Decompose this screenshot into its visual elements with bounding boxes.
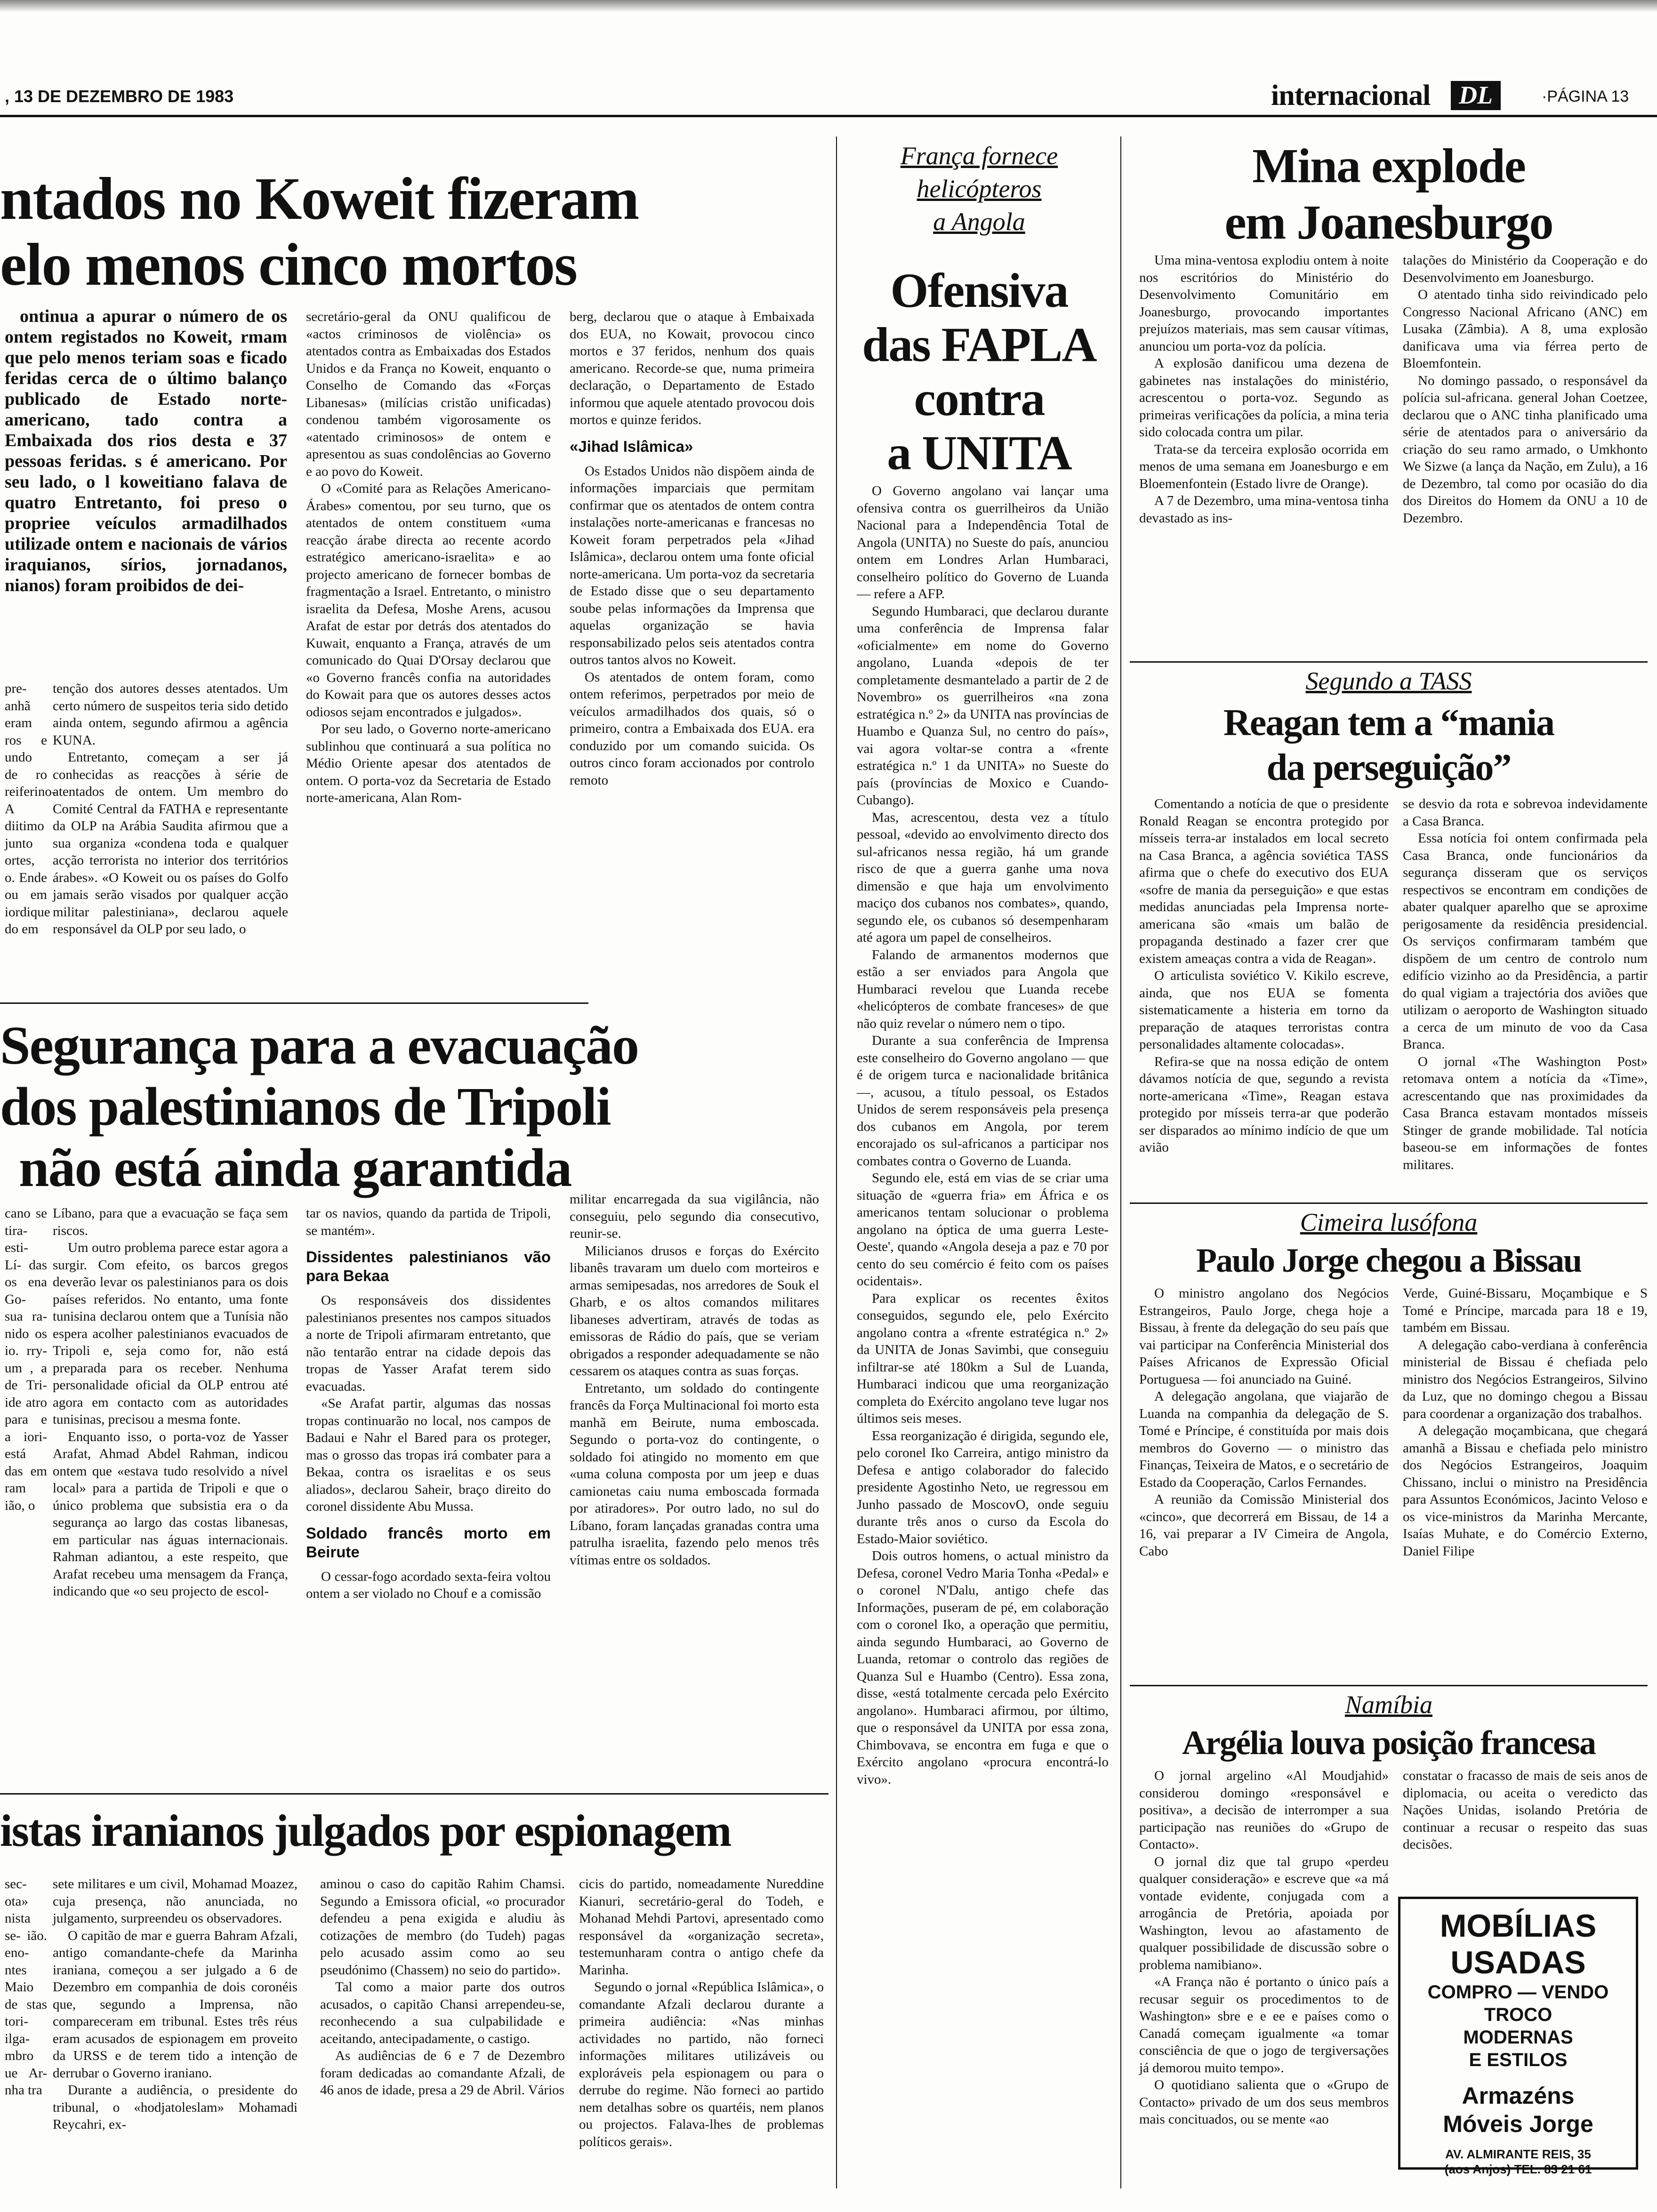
mina-headline-1: Mina explode [1252, 139, 1525, 193]
mina-col2 [1403, 252, 1648, 657]
bissau-col1-p1: O ministro angolano dos Negócios Estrangeiros, Paulo Jorge, chega hoje a Bissau, à frente da delegação do seu país que vai participar na Conferência Ministerial dos Países Africanos de Expressão Oficial Portuguesa — foi anunciado na Guiné. [1139, 1286, 1389, 1387]
reagan-headline-2: da perseguição” [1266, 747, 1511, 788]
namibia-headline: Argélia louva posição francesa [1182, 1724, 1595, 1762]
bissau-kicker: Cimeira lusófona [1300, 1208, 1478, 1236]
reagan-headline-1: Reagan tem a “mania [1223, 702, 1554, 744]
iran-col0 [5, 1875, 47, 2196]
reagan-col2-p2: Essa notícia foi ontem confirmada pela Casa Branca, onde funcionários da segurança disseram que os serviços respectivos se encontram em condições de abater qualquer aparelho que se aproxime perigosamente da residência presidencial. Os serviços confirmaram também que dispõem de um centro de controlo num edifício vizinho ao da Presidência, a partir do qual vigiam a trajectória dos aviões que utilizam o aeroporto de Washington situado a cerca de um minuto de voo da Casa Branca. [1403, 831, 1648, 1052]
mina-bottom-rule [1130, 661, 1648, 663]
angola-p1: O Governo angolano vai lançar uma ofensiva contra os guerrilheiros da União Nacional para a Independência Total de Angola (UNITA) no Sueste do país, anunciou ontem em Londres Arlan Humbaraci, conselheiro político do Governo de Luanda — refere a AFP. [857, 483, 1109, 601]
tripoli-col3-p1: militar encarregada da sua vigilância, não conseguiu, pelo segundo dia consecutivo, reunir-se. [570, 1192, 819, 1241]
iran-col2 [320, 1875, 565, 2196]
bissau-col1-p2: A delegação angolana, que viajarão de Luanda na companhia da delegação de S. Tomé e Príncipe, é constituída por mais dois membros do Governo — o ministro das Finanças, Teixeira de Matos, e o secretário de Estado da Cooperação, Carlos Fernandes. [1139, 1389, 1389, 1490]
iran-col2-p3: As audiências de 6 e 7 de Dezembro foram dedicadas ao comandante Afzali, de 46 anos de idade, presa a 29 de Abril. Vários [320, 2048, 565, 2098]
angola-p8: Essa reorganização é dirigida, segundo ele, pelo coronel Iko Carreira, antigo ministro da Defesa e antigo colaborador do falecido presidente Agostinho Neto, ue regressou em Junho passado de MoscovO, onde seguiu durante três anos o curso da Escola do Estado-Maior soviético. [857, 1428, 1109, 1547]
mina-col2-p2: O atentado tinha sido reivindicado pelo Congresso Nacional Africano (ANC) em Lusaka (Zâmbia). A 8, uma explosão danificava uma via férrea perto de Bloemfontein. [1403, 287, 1648, 371]
koweit-col3-p2: Os Estados Unidos não dispõem ainda de informações imparciais que permitam confirmar que os atentados de ontem contra instalações norte-americanas e francesas no Koweit foram perpetrados pela «Jihad Islâmica», declarou ontem uma fonte oficial norte-americana. Um porta-voz da secretaria de Estado disse que o seu departamento soube pelas informações da Imprensa que aquelas organização se havia responsabilizado pelos seis atentados contra outros tantos alvos no Koweit. [570, 463, 814, 667]
tripoli-col2-p2: Os responsáveis dos dissidentes palestinianos presentes nos campos situados a norte de Tripoli afirmaram entretanto, que não tentarão entrar na cidade depois das tropas de Yasser Arafat terem sido evacuadas. [306, 1293, 551, 1394]
koweit-col2-p2: O «Comité para as Relações Americano-Árabes» comentou, por seu turno, que os atentados de ontem constituem «uma reacção árabe directa ao recente acordo estratégico americano-israelita» e ao projecto americano de fornecer bombas de fragmentação a Israel. Entretanto, o ministro israelita da Defesa, Moshe Arens, acusou Arafat de estar por detrás dos atentados do Kuwait, enquanto a França, através de um comunicado do Quai D'Orsay declarou que «o Governo francês confia na autoridades do Kowait para que os autores desses actos odiosos sejam encontrados e julgados». [306, 481, 551, 720]
tripoli-col2-p4: O cessar-fogo acordado sexta-feira voltou ontem a ser violado no Chouf e a comissão [306, 1569, 551, 1601]
reagan-col1-p3: Refira-se que na nossa edição de ontem dávamos notícia de que, segundo a revista norte-americana «Time», Reagan estava protegido por mísseis terra-ar que poderão ser disparados ao mínimo indício de que um avião [1139, 1054, 1389, 1155]
ad-line-8: Móveis Jorge [1443, 2111, 1593, 2137]
mina-col1 [1139, 252, 1389, 657]
soldado-subhead: Soldado francês morto em Beirute [306, 1524, 551, 1561]
reagan-col1 [1139, 795, 1389, 1205]
ad-mobilias [1398, 1897, 1638, 2176]
reagan-col1-p2: O articulista soviético V. Kikilo escreve, ainda, que nos EUA se fomenta sistematicamente a histeria em torno da preparação de ataques terroristas contra personalidades altamente colocadas». [1139, 968, 1389, 1052]
reagan-col2 [1403, 795, 1648, 1205]
angola-kicker-3: a Angola [933, 208, 1025, 236]
koweit-col1-fragments [5, 680, 56, 981]
ad-line-5: MODERNAS [1463, 2027, 1573, 2048]
angola-p4: Falando de armanentos modernos que estão a ser enviados para Angola que Humbaraci revelou que Luanda recebe «helicópteros de combate franceses» de que não quiz revelar o número nem o tipo. [857, 947, 1109, 1031]
angola-p6: Segundo ele, está em vias de se criar uma situação de «guerra fria» em África e os americanos tentam solucionar o problema angolano na óptica de uma guerra Leste-Oeste', quando «Angola deseja a paz e 70 por cento do seu comércio é feito com os países ocidentais». [857, 1170, 1109, 1289]
koweit-col3-p3: Os atentados de ontem foram, como ontem referimos, perpetrados por meio de veículos armadilhados dos quais, só o primeiro, contra a Embaixada dos EUA. era conduzido por um comando suicida. Os outros cinco foram accionados por controlo remoto [570, 669, 814, 788]
iran-col3 [579, 1875, 824, 2196]
angola-body [857, 482, 1109, 2198]
mina-col1-p3: Trata-se da terceira explosão ocorrida em menos de uma semana em Joanesburgo e em Bloemenfontein (Estado livre de Orange). [1139, 441, 1389, 491]
namibia-col1-p2: O jornal diz que tal grupo «perdeu qualquer consideração» e escreve que «a má vontade evidente, conjugada com a arrogância de Pretória, apoiada por Washington, levou ao afastamento de qualquer possibilidade de discussão sobre o problema namibiano». [1139, 1854, 1389, 1972]
reagan-col2-p3: O jornal «The Washington Post» retomava ontem a notícia da «Time», acrescentando que nas proximidades da Casa Branca estavam montados mísseis Stinger de grande mobilidade. Tal notícia baseou-se em informações de fontes militares. [1403, 1054, 1648, 1172]
namibia-col1-p4: O quotidiano salienta que o «Grupo de Contacto» privado de um dos seus membros mais concituados, ou se mente «ao [1139, 2077, 1389, 2127]
right-divider [1120, 136, 1121, 2188]
tripoli-headline-1: Segurança para a evacuação [0, 1016, 638, 1076]
tripoli-fragments: cano se tira- esti- Lí- das os ena Go- sua ra- nido os io. rry- um , a de Tri- ide atro para e a iori- está das em ram ião, o [5, 1206, 47, 1513]
angola-headline-1: Ofensiva [890, 264, 1068, 318]
koweit-bottom-rule [0, 1002, 588, 1004]
iran-fragments: sec- ota» nista se- ião. eno- ntes Maio de stas tori- ilga- mbro ue Ar- nha tra [5, 1876, 47, 2098]
tripoli-headline-3: não está ainda garantida [19, 1138, 571, 1198]
ad-line-1: MOBÍLIAS [1440, 1908, 1597, 1944]
dissidentes-subhead: Dissidentes palestinianos vão para Bekaa [306, 1248, 551, 1284]
koweit-headline-2: elo menos cinco mortos [0, 231, 577, 298]
tripoli-col1-p2: Um outro problema parece estar agora a surgir. Com efeito, os barcos gregos deverão levar os palestinianos para os dois países referidos. No entanto, uma fonte tunisina declarou ontem que a Tunísia não espera acolher palestinianos evacuados de Tripoli e, seja como for, não está preparada para os receber. Nenhuma personalidade oficial da OLP entrou até agora em contacto com as autoridades tunisinas, precisou a mesma fonte. [53, 1240, 288, 1427]
section-title: internacional [1271, 80, 1431, 112]
mina-headline-2: em Joanesburgo [1224, 195, 1553, 249]
mina-col2-p3: No domingo passado, o responsável da polícia sul-africana. general Johan Coetzee, declarou que o ANC tinha planificado uma série de atentados para o aniversário da criação do seu ramo armado, o Umkhonto We Sizwe (a lança da Nação, em Zulu), a 16 de Dezembro, tal como por ocasião do dia dos Direitos do Homem da ONU a 10 de Dezembro. [1403, 373, 1648, 526]
iran-col2-p2: Tal como a maior parte dos outros acusados, o capitão Chansi arrependeu-se, reconhecendo a sua culpabilidade e aceitando, antecipadamente, o castigo. [320, 1980, 565, 2046]
angola-kicker-2: helicópteros [917, 175, 1042, 203]
reagan-kicker: Segundo a TASS [1305, 667, 1472, 695]
angola-p2: Segundo Humbaraci, que declarou durante uma conferência de Imprensa falar «oficialmente» em nome do Governo angolano, Luanda «depois de ter completamente desmantelado a partir de 2 de Novembro» os guerrilheiros «na zona estratégica n.º 2» da UNITA nas províncias de Huambo e Quanza Sul, no centro do país», vai agora voltar-se contra a «frente estratégica n.º 1 da UNITA» no Sueste do país (províncias de Moxico e Cuando-Cubango). [857, 603, 1109, 808]
namibia-col1-p3: «A França não é portanto o único país a recusar seguir os procedimentos to de Washington» sbre e e ee e países como o Canadá começam igualmente «a tomar consciência de que o jogo de tergiversações já demorou muito tempo». [1139, 1974, 1389, 2076]
mina-col1-p4: A 7 de Dezembro, uma mina-ventosa tinha devastado as ins- [1139, 493, 1389, 526]
bissau-headline: Paulo Jorge chegou a Bissau [1196, 1242, 1582, 1279]
bissau-col2-p2: A delegação cabo-verdiana à conferência ministerial de Bissau é chefiada pelo ministro dos Negócios Estrangeiros, Silvino da Luz, que no domingo chegou a Bissau para coordenar a organização dos trabalhos. [1403, 1337, 1648, 1421]
angola-p3: Mas, acrescentou, desta vez a título pessoal, «devido ao envolvimento directo dos sul-africanos nessa região, há um grande risco de que a guerra ganhe uma nova dimensão e que haja um envolvimento maciço dos cubanos nos combates», quando, segundo ele, os cubanos só desempenharam até agora um papel de conselheiros. [857, 809, 1109, 945]
tripoli-bottom-rule [0, 1793, 828, 1795]
reagan-col2-p1: se desvio da rota e sobrevoa indevidamente a Casa Branca. [1403, 796, 1648, 829]
reagan-bottom-rule [1130, 1202, 1648, 1204]
angola-headline-2: das FAPLA [862, 318, 1096, 372]
tripoli-col1 [53, 1205, 288, 1779]
namibia-col2-p1: constatar o fracasso de mais de seis anos de diplomacia, ou aceita o veredicto das Nações Unidas, isolando Pretória de continuar a recusar o respeito das suas decisões. [1403, 1768, 1648, 1852]
bissau-col2-p1: Verde, Guiné-Bissaru, Moçambique e S Tomé e Príncipe, marcada para 18 e 19, também em Bissau. [1403, 1286, 1648, 1335]
jihad-subhead: «Jihad Islâmica» [570, 437, 693, 455]
bissau-col1 [1139, 1285, 1389, 1685]
tripoli-headline-2: dos palestinianos de Tripoli [0, 1077, 611, 1137]
koweit-col3 [570, 308, 814, 986]
ad-line-2: USADAS [1450, 1945, 1586, 1980]
koweit-col2-p3: Por seu lado, o Governo norte-americano sublinhou que continuará a sua política no Médio Oriente apesar dos atentados de ontem. O porta-voz da Secretaria de Estado norte-americana, Alan Rom- [306, 721, 551, 805]
angola-p5: Durante a sua conferência de Imprensa este conselheiro do Governo angolano — que é de origem turca e nacionalidade britânica —, acusou, a título pessoal, os Estados Unidos de serem responsáveis pela presença dos cubanos em Angola, por terem encorajado os sul-africanos a participar nos combates contra o Governo de Luanda. [857, 1033, 1109, 1169]
mina-col1-p2: A explosão danificou uma dezena de gabinetes nas instalações do ministério, acrescentou o porta-voz. Segundo as primeiras verificações da polícia, a mina teria sido colocada contra um pilar. [1139, 356, 1389, 440]
iran-col1-p3: Durante a audiência, o presidente do tribunal, o «hodjatoleslam» Mohamadi Reycahri, ex- [53, 2083, 298, 2132]
angola-kicker-1: França fornece [900, 142, 1058, 170]
angola-p9: Dois outros homens, o actual ministro da Defesa, coronel Vedro Maria Tonha «Pedal» e o coronel N'Dalu, antigo chefe das Informações, puseram de pé, em colaboração com o coronel Iko, a operação que permitiu, ainda segundo Humbaraci, ao Governo de Luanda, retomar o controlo das regiões de Quanza Sul e Huambo (Centro). Essa zona, disse, «está totalmente cercada pelo Exército angolano». Humbaraci afirmou, por último, que o responsável da UNITA por essa zona, Chimbovava, se encontra em fuga e que o Exército angolano «procura encontrá-lo vivo». [857, 1548, 1109, 1787]
tripoli-col1-p3: Enquanto isso, o porta-voz de Yasser Arafat, Ahmad Abdel Rahman, indicou ontem que «estava tudo resolvido a nível local» para a partida de Tripoli e que o único problema que subsistia era o da segurança ao largo das costas libanesas, em particular nas águas internacionais. Rahman adiantou, a este respeito, que Arafat recebeu uma mensagem da França, indicando que «o seu projecto de escol- [53, 1429, 288, 1599]
bissau-col2-p3: A delegação moçambicana, que chegará amanhã a Bissau e chefiada pelo ministro dos Negócios Estrangeiros, Joaquim Chissano, inclui o ministro na Presidência para Assuntos Económicos, Jacinto Veloso e os vice-ministros da Marinha Mercante, Isaías Muhate, e do Comércio Externo, Daniel Filipe [1403, 1423, 1648, 1559]
namibia-col2 [1403, 1767, 1648, 1880]
tripoli-col2 [306, 1205, 551, 1779]
mina-col2-p1: talações do Ministério da Cooperação e do Desenvolvimento em Joanesburgo. [1403, 253, 1648, 285]
iran-col1 [53, 1875, 298, 2196]
iran-col2-p1: aminou o caso do capitão Rahim Chamsi. Segundo a Emissora oficial, «o procurador defendeu a pena exigida e aludiu às cotizações de membro (do Tudeh) pagas pelo acusado assim como ao seu pseudónimo (Chassem) no seio do partido». [320, 1876, 565, 1978]
koweit-col1c-p2: Entretanto, começam a ser já conhecidas as reacções à série de atentados de ontem. Um membro do Comité Central da FATHA e representante da OLP na Arábia Saudita afirmou que a sua organiza «condena toda e qualquer acção terrorista no interior dos territórios árabes». «O Koweit ou os países do Golfo jamais serão visados por qualquer acção militar palestiniana», declarou aquele responsável da OLP por seu lado, o [53, 750, 288, 937]
header-date: , 13 DE DEZEMBRO DE 1983 [5, 87, 234, 106]
tripoli-col2-p3: «Se Arafat partir, algumas das nossas tropas continuarão no local, nos campos de Badaui e Nahr el Bared para os proteger, mas o grosso das tropas irá combater para a Bekaa, contra os israelitas e os seus aliados», declarou Saheir, braço direito do coronel dissidente Abu Mussa. [306, 1396, 551, 1514]
iran-col3-p2: Segundo o jornal «República Islâmica», o comandante Afzali declarou durante a primeira audiência: «Nas minhas actividades no partido, não forneci informações militares utilizáveis ou exploráveis pela espionagem ou para o derrube do regime. Não forneci ao partido nem detalhas sobre os quartéis, nem planos ou projectos. Falava-lhes de problemas políticos gerais». [579, 1980, 824, 2149]
header-rule [0, 115, 1657, 117]
ad-line-7: Armazéns [1462, 2083, 1575, 2109]
newspaper-logo [1450, 79, 1502, 112]
reagan-col1-p1: Comentando a notícia de que o presidente Ronald Reagan se encontra protegido por mísseis terra-ar instalados em local secreto na Casa Branca, a agência soviética TASS afirma que o chefe do executivo dos EUA «sofre de mania da perseguição» e que estas medidas anunciadas pela Imprensa norte-americana são «mais um balão de propaganda destinado a fazer crer que existem ameaças contra a vida de Reagan». [1139, 796, 1389, 966]
ad-line-10: (aos Anjos) TEL. 83 21 61 [1444, 2162, 1592, 2176]
tripoli-col3-p2: Milicianos drusos e forças do Exército libanês travaram um duelo com morteiros e armas semipesadas, nos arredores de Souk el Gharb, e os altos comandos militares libaneses advertiram, através de todas as emissoras de Rádio do país, que se veriam obrigados a responder adequadamente se não cessarem os ataques contra as suas forças. [570, 1243, 819, 1378]
koweit-col2 [306, 308, 551, 986]
angola-headline-3: contra [914, 372, 1045, 426]
koweit-col1-bottom [53, 680, 288, 981]
iran-col3-p1: cicis do partido, nomeadamente Nureddine Kianuri, secretário-geral do Todeh, e Mohanad Mehdi Partovi, apresentado como responsável da «organização secreta», testemunharam contra o antigo chefe da Marinha. [579, 1876, 824, 1978]
bissau-col2 [1403, 1285, 1648, 1685]
namibia-col1-p1: O jornal argelino «Al Moudjahid» considerou domingo «responsável e positiva», a decisão de interromper a sua participação nas reuniões do «Grupo de Contacto». [1139, 1768, 1389, 1852]
iran-col1-p1: sete militares e um civil, Mohamad Moazez, cuja presença, não anunciada, no julgamento, surpreendeu os observadores. [53, 1876, 298, 1926]
angola-headline-4: a UNITA [887, 426, 1071, 480]
koweit-col2-p1: secretário-geral da ONU qualificou de «actos criminosos de violência» os atentados contra as Embaixadas dos Estados Unidos e da França no Koweit, enquanto o Conselho de Comando das «Forças Libanesas» (milícias cristão unificadas) condenou também vigorosamente os «atentado criminosos» de ontem e apresentou as suas condolências ao Governo e ao povo do Koweit. [306, 309, 551, 479]
tripoli-col0 [5, 1205, 47, 1779]
koweit-col1-top [5, 306, 287, 678]
page-number: ·PÁGINA 13 [1542, 88, 1629, 105]
ad-line-3: COMPRO — VENDO [1427, 1982, 1609, 2003]
scan-top-edge [0, 0, 1657, 12]
svg-text:DL: DL [1459, 81, 1493, 109]
tripoli-col3 [570, 1191, 819, 1779]
ad-line-4: TROCO [1484, 2004, 1552, 2025]
namibia-kicker: Namíbia [1344, 1691, 1433, 1719]
koweit-lead: ontinua a apurar o número de os ontem registados no Koweit, rmam que pelo menos teriam soas e ficado feridas cerca de o último balanço publicado de Estado norte-americano, tado contra a Embaixada dos rios desta e 37 pessoas feridas. s é americano. Por seu lado, o l koweitiano falava de quatro Entretanto, foi preso o propriee veículos armadilhados utilizade ontem e nacionais de vários iraquianos, sírios, jornadanos, nianos) foram proibidos de dei- [5, 306, 287, 595]
mina-col1-p1: Uma mina-ventosa explodiu ontem à noite nos escritórios do Ministério do Desenvolvimento Comunitário em Joanesburgo, provocando importantes prejuízos materiais, mas sem causar vítimas, anunciou um porta-voz da polícia. [1139, 253, 1389, 354]
koweit-col1c: tenção dos autores desses atentados. Um certo número de suspeitos teria sido detido ainda ontem, segundo afirmou a agência KUNA. [53, 681, 288, 748]
tripoli-col3-p3: Entretanto, um soldado do contingente francês da Força Multinacional foi morto esta manhã em Beirute, numa emboscada. Segundo o porta-voz do contingente, o soldado foi atingido no momento em que «uma coluna composta por um jeep e duas camionetas caiu numa emboscada formada por atiradores». Por outro lado, no sul do Líbano, foram lançadas granadas contra uma patrulha israelita, fazendo pelo menos três vítimas entre os soldados. [570, 1380, 819, 1568]
angola-p7: Para explicar os recentes êxitos conseguidos, segundo ele, pelo Exército angolano contra a «frente estratégica n.º 2» da UNITA de Jonas Savimbi, que conseguiu infiltrar-se até 180km a Sul de Luanda, Humbaraci indicou que uma reorganização completa do Exército angolano teve lugar nos últimos seis meses. [857, 1290, 1109, 1426]
iran-headline: istas iranianos julgados por espionagem [0, 1805, 731, 1856]
koweit-fragments: pre- anhã eram ros e undo de ro reiferino- A diitimo junto ortes, o. Ende ou em iordique do em [5, 681, 56, 937]
bissau-col1-p3: A reunião da Comissão Ministerial dos «cinco», que decorrerá em Bissau, de 14 a 16, vai preparar a IV Cimeira de Angola, Cabo [1139, 1492, 1389, 1559]
ad-line-9: AV. ALMIRANTE REIS, 35 [1445, 2147, 1591, 2161]
koweit-col3-p1: berg, declarou que o ataque à Embaixada dos EUA, no Kowait, provocou cinco mortos e 37 feridos, nenhum dos quais americano. Recorde-se que, numa primeira declaração, o Departamento de Estado informou que aquele atentado provocou dois mortos e quinze feridos. [570, 309, 814, 427]
ad-line-6: E ESTILOS [1469, 2050, 1568, 2070]
namibia-col1 [1139, 1767, 1389, 2196]
tripoli-col1-p1: Líbano, para que a evacuação se faça sem riscos. [53, 1206, 288, 1238]
iran-col1-p2: O capitão de mar e guerra Bahram Afzali, antigo comandante-chefe da Marinha iraniana, começou a ser julgado a 6 de Dezembro em companhia de dois coronéis que, segundo a Imprensa, não compareceram em tribunal. Estes três réus eram acusados de espionagem em proveito da URSS e de terem tido a intenção de derrubar o Governo iraniano. [53, 1928, 298, 2081]
bissau-bottom-rule [1130, 1685, 1648, 1686]
koweit-headline-1: ntados no Koweit fizeram [0, 165, 639, 232]
tripoli-col2-p1: tar os navios, quando da partida de Tripoli, se mantém». [306, 1206, 551, 1238]
